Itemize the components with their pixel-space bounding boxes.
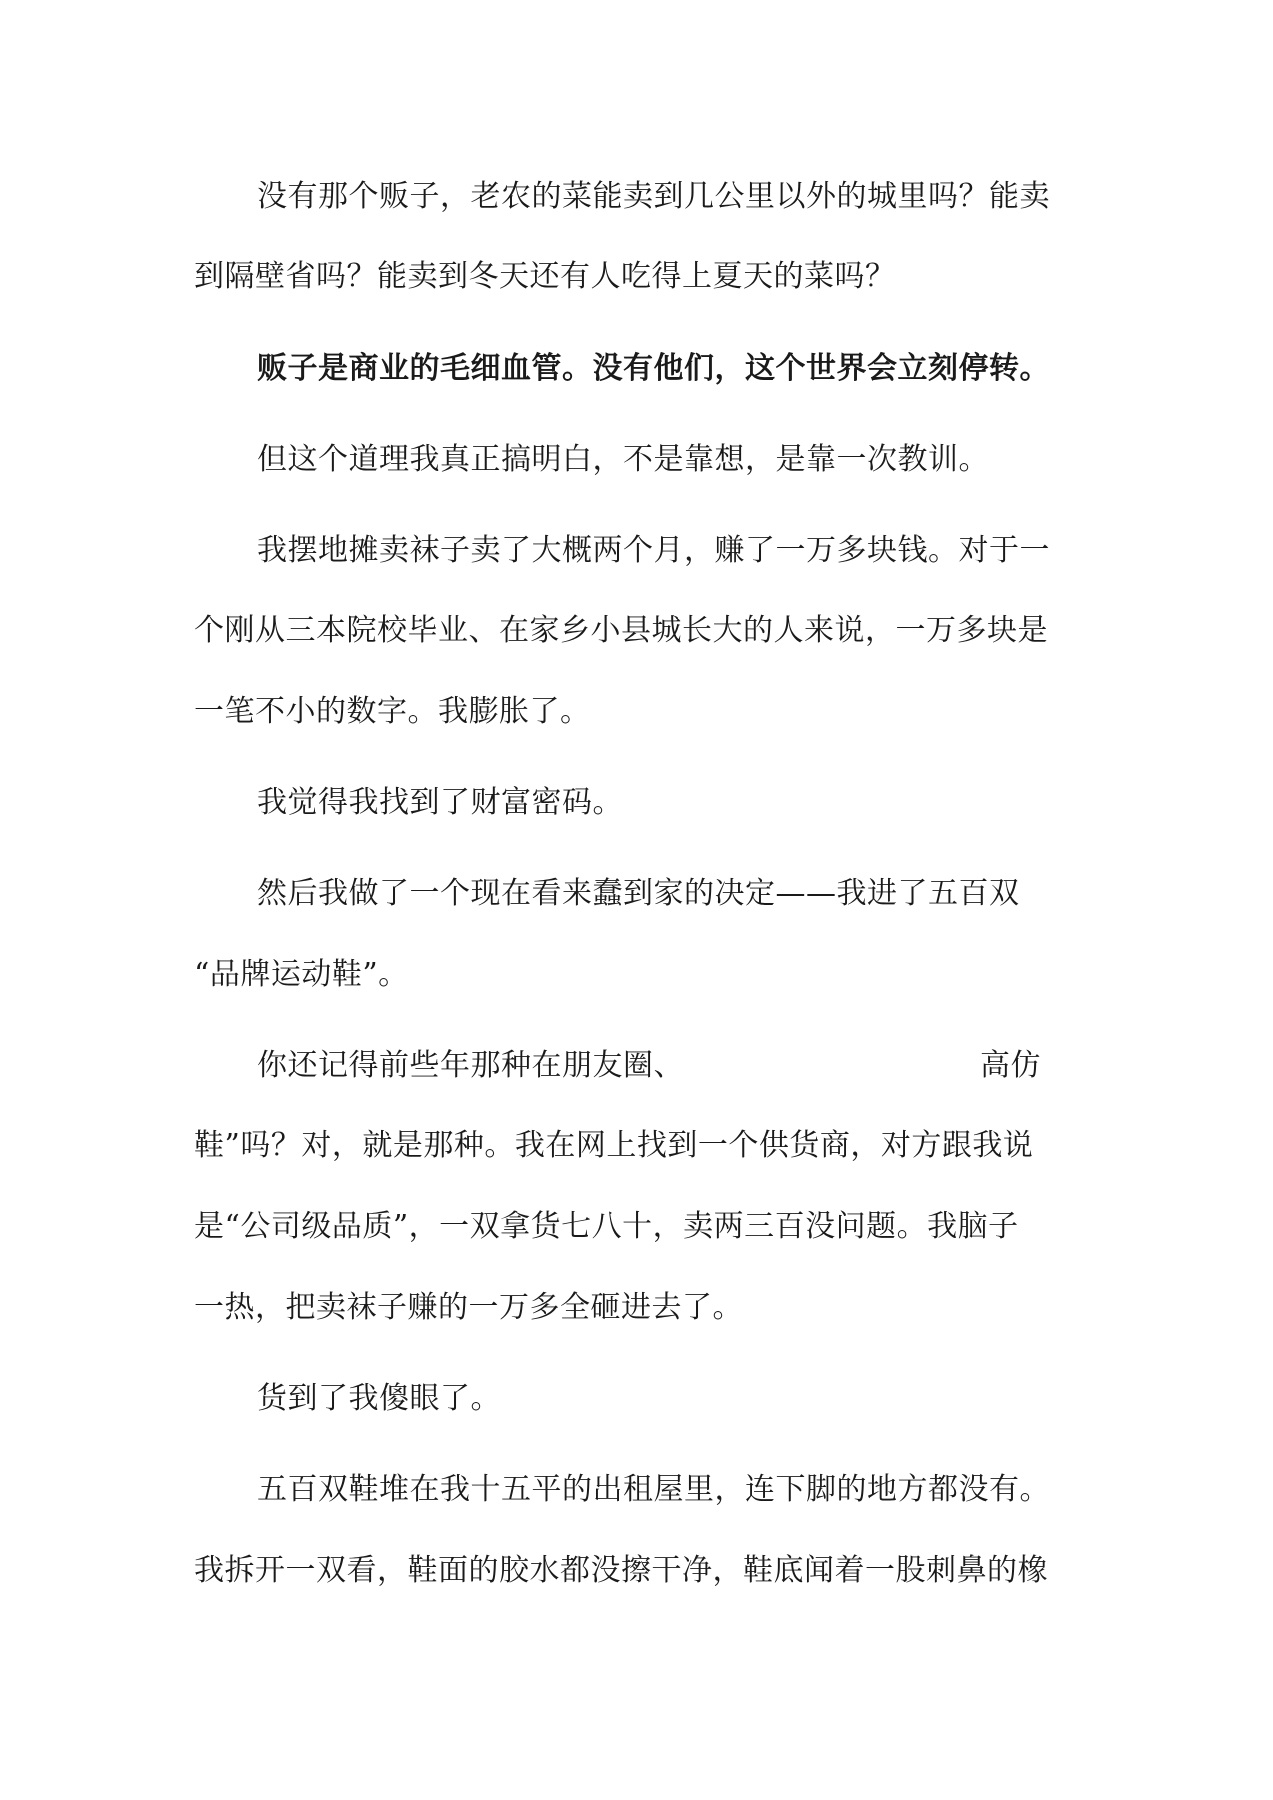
line-segment: 高仿	[980, 1048, 1041, 1083]
bold-paragraph-line: 贩子是商业的毛细血管。没有他们，这个世界会立刻停转。	[257, 351, 1050, 386]
paragraph-line: 五百双鞋堆在我十五平的出租屋里，连下脚的地方都没有。	[257, 1472, 1050, 1507]
paragraph-line: 然后我做了一个现在看来蠢到家的决定——我进了五百双	[257, 876, 1020, 911]
paragraph-line: 到隔壁省吗？能卖到冬天还有人吃得上夏天的菜吗？	[194, 259, 896, 294]
paragraph-line: 我摆地摊卖袜子卖了大概两个月，赚了一万多块钱。对于一	[257, 533, 1050, 568]
line-segment: 你还记得前些年那种在朋友圈、	[257, 1048, 684, 1083]
paragraph-line: 我拆开一双看，鞋面的胶水都没擦干净，鞋底闻着一股刺鼻的橡	[194, 1553, 1048, 1588]
paragraph-line: 鞋”吗？对，就是那种。我在网上找到一个供货商，对方跟我说	[194, 1128, 1034, 1163]
paragraph-line: 货到了我傻眼了。	[257, 1381, 501, 1416]
paragraph-line: 一热，把卖袜子赚的一万多全砸进去了。	[194, 1290, 743, 1325]
paragraph-line: “品牌运动鞋”。	[194, 957, 409, 992]
paragraph-line: 但这个道理我真正搞明白，不是靠想，是靠一次教训。	[257, 442, 989, 477]
paragraph-line: 个刚从三本院校毕业、在家乡小县城长大的人来说，一万多块是	[194, 613, 1048, 648]
paragraph-line: 一笔不小的数字。我膨胀了。	[194, 694, 591, 729]
paragraph-line: 我觉得我找到了财富密码。	[257, 785, 623, 820]
paragraph-line: 是“公司级品质”，一双拿货七八十，卖两三百没问题。我脑子	[194, 1209, 1019, 1244]
paragraph-line	[257, 1046, 1157, 1086]
paragraph-line: 没有那个贩子，老农的菜能卖到几公里以外的城里吗？能卖	[257, 179, 1050, 214]
